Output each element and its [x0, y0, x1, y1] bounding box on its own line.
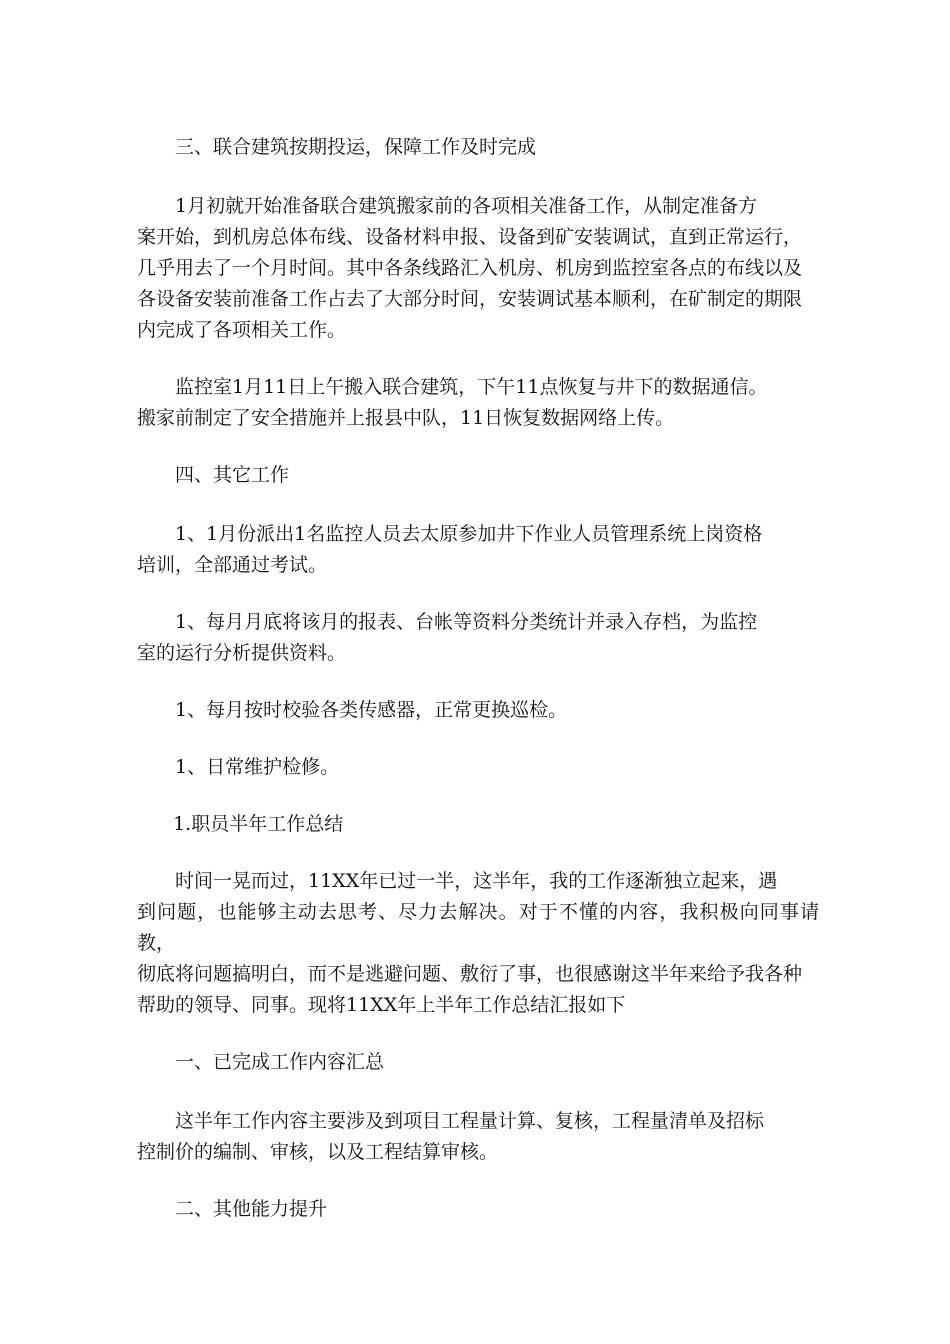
heading-text: 一、已完成工作内容汇总	[175, 1051, 385, 1073]
section-heading-completed-work	[137, 1047, 819, 1078]
paragraph-line: 彻底将问题搞明白，而不是逃避问题、敷衍了事，也很感谢这半年来给予我各种	[137, 963, 803, 985]
paragraph-line: 1、日常维护检修。	[175, 756, 340, 778]
heading-text: 三、联合建筑按期投运，保障工作及时完成	[175, 136, 537, 158]
paragraph-half-year-intro	[137, 866, 819, 1021]
paragraph-line: 1、每月按时校验各类传感器，正常更换巡检。	[175, 699, 568, 721]
paragraph-line: 案开始，到机房总体布线、设备材料申报、设备到矿安装调试，直到正常运行，	[137, 226, 803, 248]
section-heading-other-work	[137, 460, 819, 491]
section-heading-other-skills	[137, 1194, 819, 1225]
heading-text: 1.职员半年工作总结	[173, 813, 344, 835]
heading-text: 二、其他能力提升	[175, 1198, 328, 1220]
paragraph-training	[137, 519, 819, 581]
paragraph-monthly-reports	[137, 607, 819, 669]
numbered-heading-half-year-summary	[137, 809, 819, 840]
paragraph-line: 1、1月份派出1名监控人员去太原参加井下作业人员管理系统上岗资格	[175, 523, 763, 545]
paragraph-monitoring-room-move	[137, 372, 819, 434]
paragraph-line: 几乎用去了一个月时间。其中各条线路汇入机房、机房到监控室各点的布线以及	[137, 257, 803, 279]
paragraph-line: 培训，全部通过考试。	[137, 554, 328, 576]
paragraph-line: 这半年工作内容主要涉及到项目工程量计算、复核，工程量清单及招标	[175, 1110, 765, 1132]
paragraph-line: 1月初就开始准备联合建筑搬家前的各项相关准备工作，从制定准备方	[175, 195, 758, 217]
paragraph-line: 控制价的编制、审核，以及工程结算审核。	[137, 1141, 499, 1163]
paragraph-line: 时间一晃而过，11XX年已过一半，这半年，我的工作逐渐独立起来，遇	[175, 870, 778, 892]
paragraph-line: 监控室1月11日上午搬入联合建筑，下午11点恢复与井下的数据通信。	[175, 376, 768, 398]
paragraph-work-scope	[137, 1106, 819, 1168]
section-heading-joint-building	[137, 132, 819, 163]
paragraph-relocation-preparation	[137, 191, 819, 346]
paragraph-line: 内完成了各项相关工作。	[137, 319, 347, 341]
document-body	[137, 132, 819, 1253]
paragraph-line: 各设备安装前准备工作占去了大部分时间，安装调试基本顺利，在矿制定的期限	[137, 288, 803, 310]
paragraph-line: 帮助的领导、同事。现将11XX年上半年工作总结汇报如下	[137, 994, 626, 1016]
paragraph-sensor-calibration	[137, 695, 819, 726]
paragraph-daily-maintenance	[137, 752, 819, 783]
paragraph-line: 搬家前制定了安全措施并上报县中队，11日恢复数据网络上传。	[137, 407, 675, 429]
paragraph-line: 1、每月月底将该月的报表、台帐等资料分类统计并录入存档，为监控	[175, 611, 758, 633]
heading-text: 四、其它工作	[175, 464, 290, 486]
paragraph-line: 室的运行分析提供资料。	[137, 642, 347, 664]
paragraph-line: 到问题，也能够主动去思考、尽力去解决。对于不懂的内容，我积极向同事请教，	[137, 901, 819, 954]
